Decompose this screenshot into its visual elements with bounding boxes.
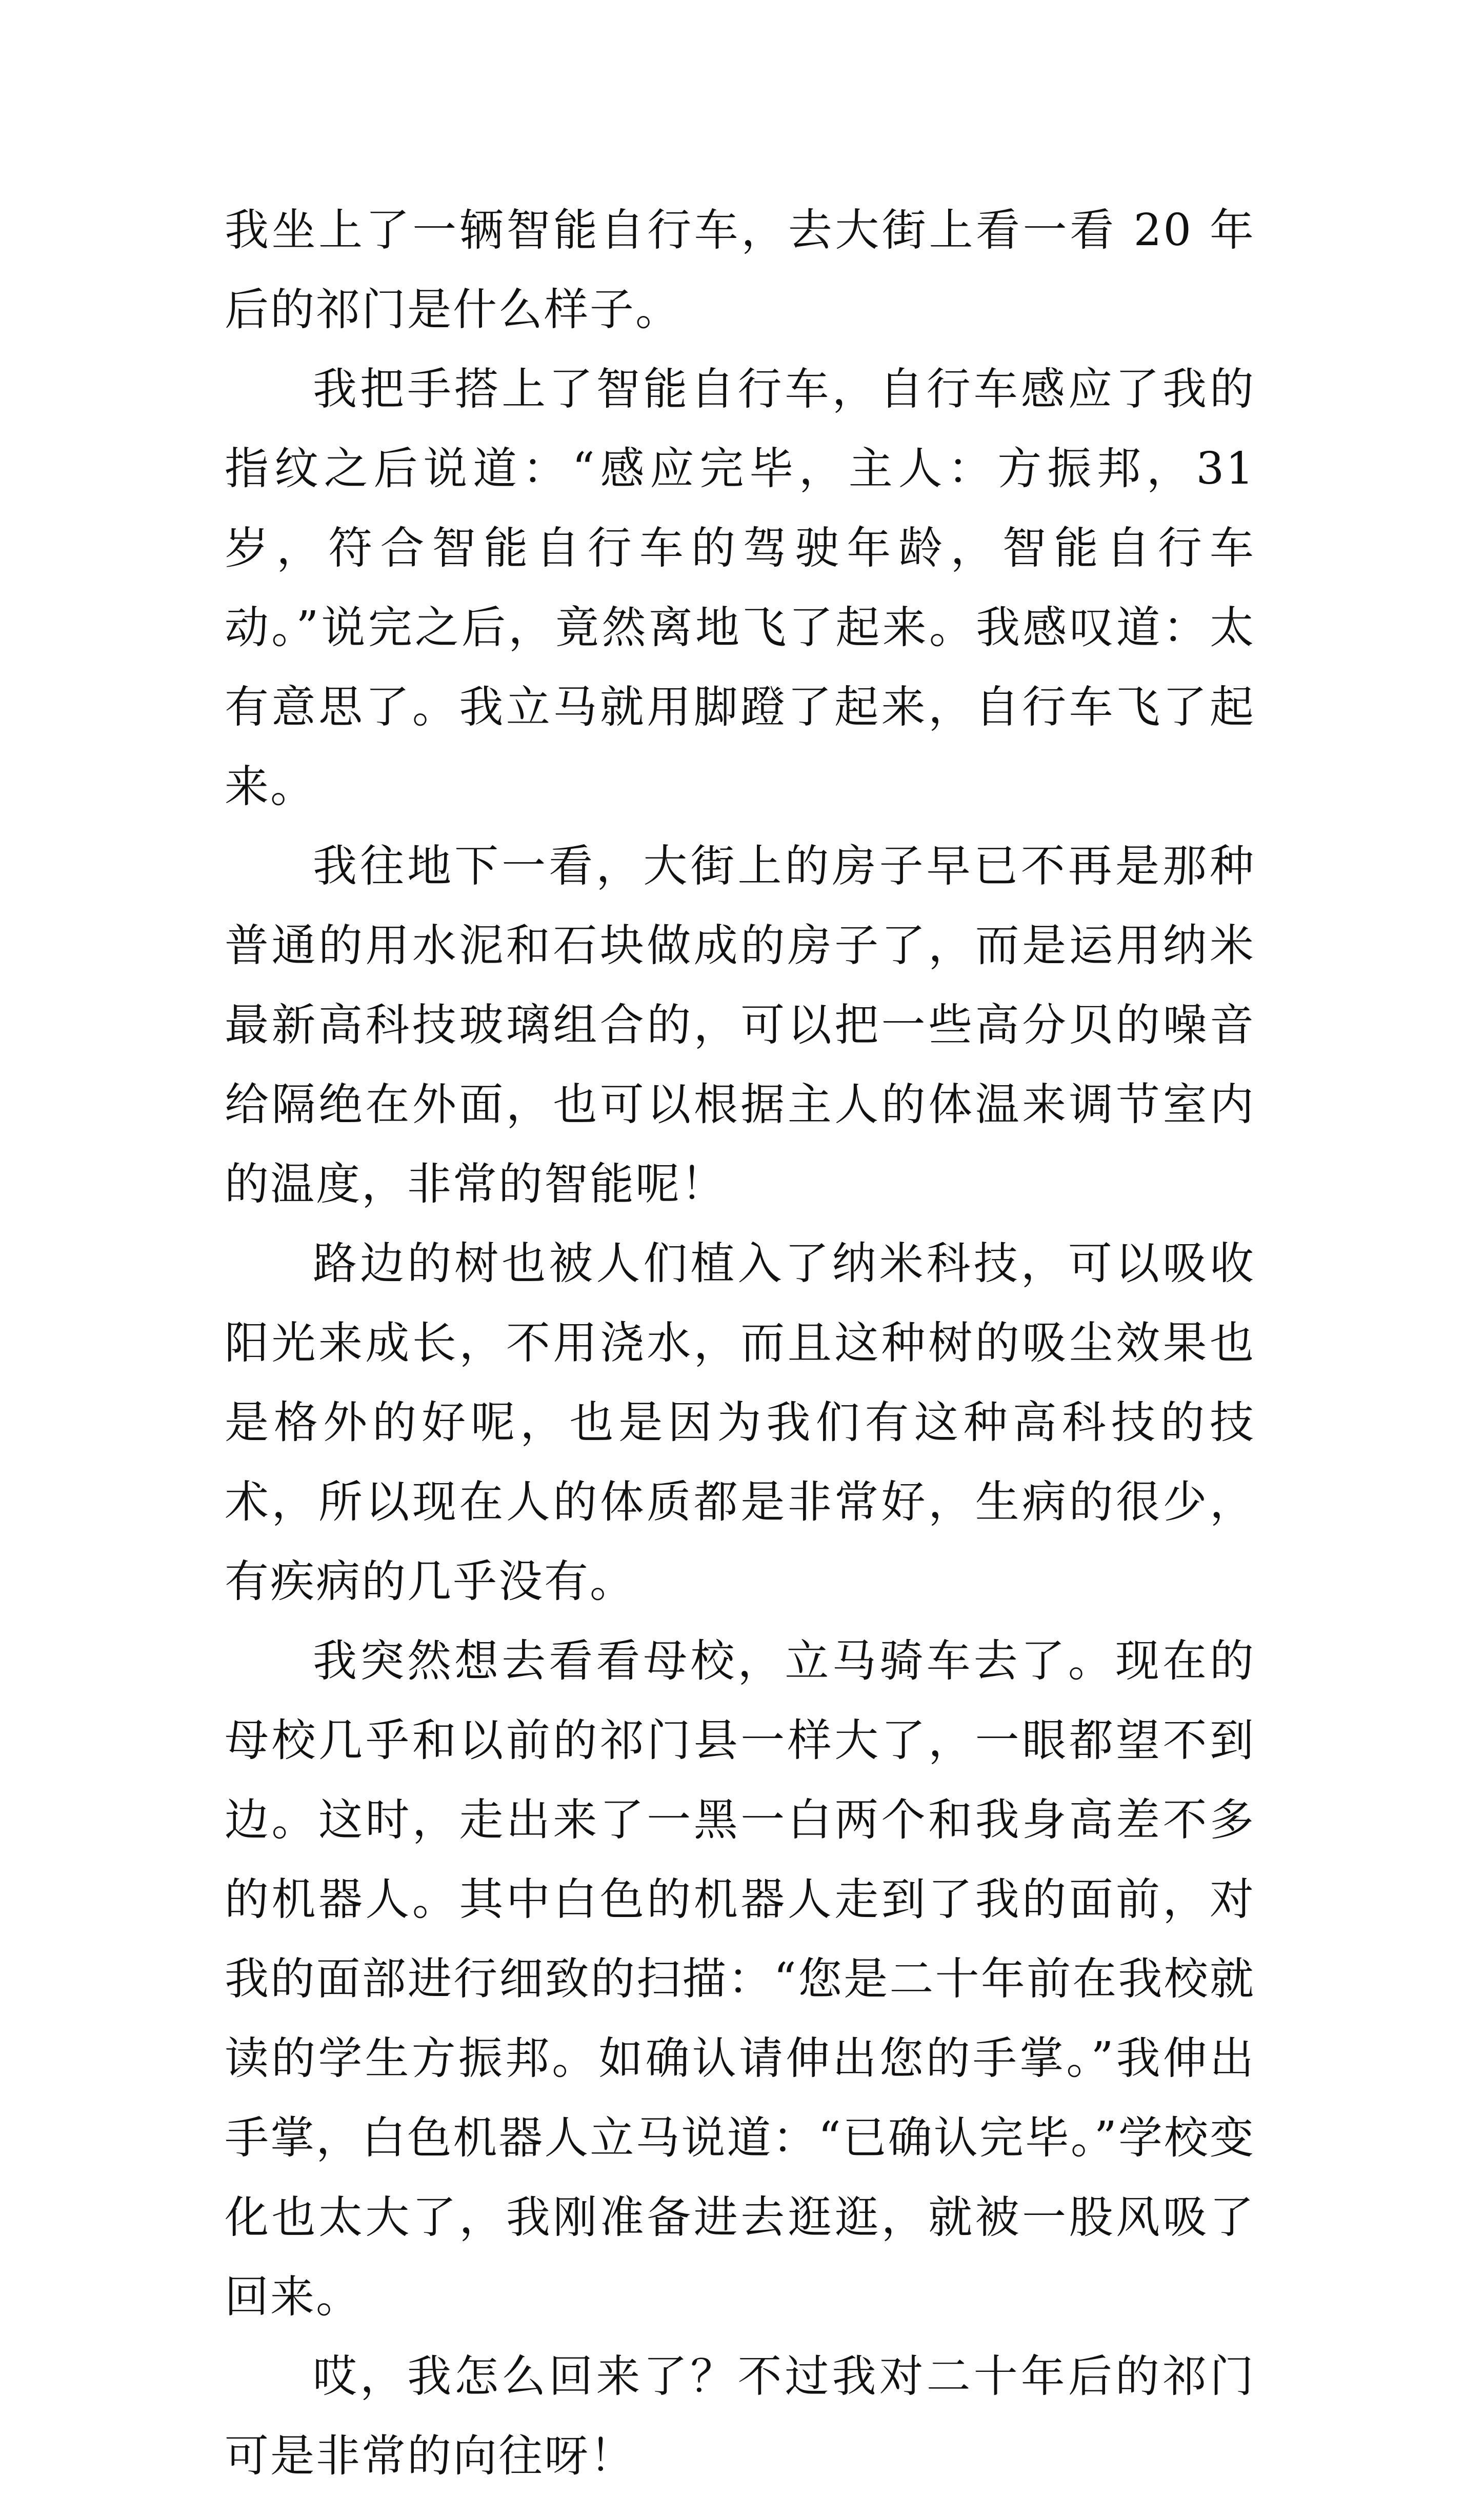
article-body — [225, 191, 1255, 2496]
paragraph-3: 我往地下一看，大街上的房子早已不再是那种普通的用水泥和石块做成的房子了，而是运用纳米最新高科技玻璃组合的，可以把一些高分贝的噪音给隔绝在外面，也可以根据主人的体温来调节室内的温度，非常的智能呢！ — [225, 841, 1255, 1210]
paragraph-5: 我突然想去看看母校，立马骑车去了。现在的母校几乎和以前的祁门县一样大了，一眼都望不到边。这时，走出来了一黑一白两个和我身高差不多的机器人。其中白色的机器人走到了我的面前，对我的面部进行细致的扫描：“您是二十年前在我校就读的学生方振邦。如确认请伸出您的手掌。”我伸出手掌，白色机器人立马说道：“已确认完毕。”学校变化也太大了，我刚准备进去逛逛，就被一股风吸了回来。 — [225, 1635, 1255, 2323]
paragraph-1: 我坐上了一辆智能自行车，去大街上看一看 20 年后的祁门是什么样子。 — [225, 205, 1255, 335]
paragraph-6: 哎，我怎么回来了？不过我对二十年后的祁门可是非常的向往呀！ — [225, 2351, 1255, 2482]
paragraph-2: 我把手搭上了智能自行车，自行车感应了我的指纹之后说道：“感应完毕，主人：方振邦，31 岁，符合智能自行车的驾驶年龄，智能自行车动。”说完之后，竟然离地飞了起来。我感叹道：太有意思了。我立马就用脚蹬了起来，自行车飞了起来。 — [225, 364, 1255, 812]
paragraph-4: 路边的树也被人们植入了纳米科技，可以吸收阳光来成长，不用浇水，而且这种树的吸尘效果也是格外的好呢，也是因为我们有这种高科技的技术，所以现在人的体质都是非常好，生病的很少，有疾病的几乎没有。 — [225, 1238, 1255, 1607]
